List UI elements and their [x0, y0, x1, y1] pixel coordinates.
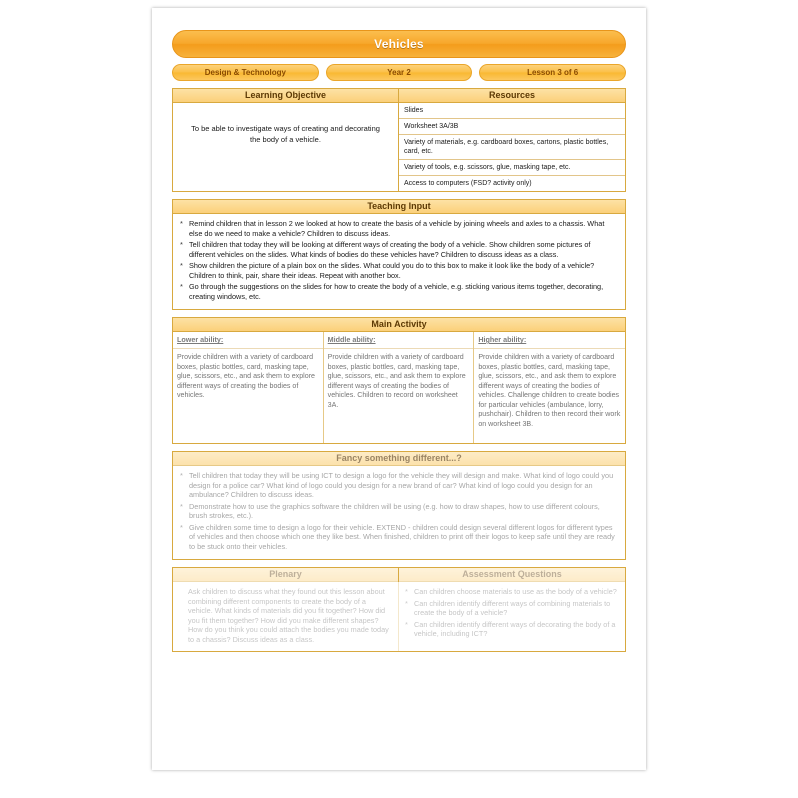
meta-pill-row [172, 64, 626, 81]
assessment-text: Can children choose materials to use as the body of a vehicle? [414, 587, 617, 596]
list-item [179, 587, 392, 644]
objective-resources-block [172, 88, 626, 192]
resources-cell [399, 103, 625, 191]
list-item [180, 471, 618, 500]
assessment-cell [399, 582, 625, 651]
year-label: Year 2 [387, 68, 411, 77]
assessment-text: Can children identify different ways of combining materials to create the body of a vehicle? [414, 598, 611, 617]
list-item [180, 219, 618, 238]
learning-objective-header: Learning Objective [173, 89, 398, 103]
lower-ability-text: Provide children with a variety of cardboard boxes, plastic bottles, card, masking tape, glue, scissors, etc., and ask them to explore different ways of creating the bodies of vehicles. [177, 353, 315, 399]
bullet-marker-icon: * [405, 619, 408, 629]
resource-item: Variety of tools, e.g. scissors, glue, masking tape, etc. [399, 160, 625, 176]
main-activity-columns [173, 332, 625, 443]
lesson-pill [479, 64, 626, 81]
resource-item: Access to computers (FSD? activity only) [404, 180, 532, 187]
bullet-marker-icon: * [180, 240, 183, 249]
list-item [405, 599, 619, 618]
lesson-plan-sheet [172, 30, 626, 730]
main-activity-column-lower [173, 332, 324, 443]
main-activity-header: Main Activity [173, 318, 625, 332]
teaching-input-text: Show children the picture of a plain box on the slides. What could you do to this box to make it look like the body of a vehicle? Children to think, pair, share their ideas. Repeat with another box. [189, 261, 595, 280]
page-title: Vehicles [374, 37, 424, 51]
plenary-assessment-headers [173, 568, 625, 582]
bullet-marker-icon: * [180, 282, 183, 291]
objective-header-cell [173, 89, 399, 103]
year-pill [326, 64, 473, 81]
fancy-text: Tell children that today they will be using ICT to design a logo for the vehicle they will design and make. What kind of logo could you design for a police car? What kind of logo could you design for a new brand of car? What kind of logo could you design for an ambulance? Children to discuss ideas. [189, 471, 614, 499]
resource-item: Variety of materials, e.g. cardboard boxes, cartons, plastic bottles, card, etc. [399, 135, 625, 160]
assessment-list [399, 582, 625, 646]
teaching-input-text: Go through the suggestions on the slides for how to create the body of a vehicle, e.g. sticking various items together, decorating, creating windows, etc. [189, 282, 604, 301]
document-page [152, 8, 646, 770]
fancy-header: Fancy something different...? [173, 452, 625, 466]
bullet-marker-icon: * [405, 587, 408, 596]
plenary-cell [173, 582, 399, 651]
document-title-banner [172, 30, 626, 58]
assessment-header-cell [399, 568, 625, 582]
bullet-marker-icon: * [180, 219, 183, 228]
bullet-marker-icon: * [180, 471, 183, 480]
resources-header-cell [399, 89, 625, 103]
list-item [180, 240, 618, 259]
teaching-input-text: Tell children that today they will be looking at different ways of creating the body of a vehicle. Show children some pictures of different vehicles on the slides. What kinds of bodies do these vehicles have? Children to discuss ideas as a class. [189, 240, 591, 259]
plenary-header-cell [173, 568, 399, 582]
objective-resources-headers [173, 89, 625, 103]
objective-resources-body [173, 103, 625, 191]
resource-item: Slides [399, 103, 625, 119]
learning-objective-cell [173, 103, 399, 191]
subject-pill [172, 64, 319, 81]
higher-ability-text: Provide children with a variety of cardboard boxes, plastic bottles, card, masking tape, glue, scissors, etc., and ask them to explore different ways of creating the bodies of vehicles. Challenge children to create bodies for particular vehicles (ambulance, lorry, pushchair). Children to then record their work on worksheet 3B. [478, 353, 621, 428]
teaching-input-list [173, 214, 625, 309]
list-item [180, 261, 618, 280]
middle-ability-text: Provide children with a variety of cardboard boxes, plastic bottles, card, masking tape, glue, scissors, etc., and ask them to explore different ways of creating the bodies of vehicles. Children to record on worksheet 3A. [327, 353, 466, 409]
lesson-label: Lesson 3 of 6 [527, 68, 579, 77]
teaching-input-header: Teaching Input [173, 200, 625, 214]
bullet-marker-icon: * [180, 522, 183, 532]
fancy-block [172, 451, 626, 560]
bullet-marker-icon: * [405, 598, 408, 608]
plenary-list [173, 582, 398, 651]
list-item [180, 282, 618, 301]
subject-label: Design & Technology [204, 68, 286, 77]
bullet-marker-icon: * [180, 501, 183, 511]
middle-ability-label: Middle ability: [324, 332, 474, 349]
learning-objective-text: To be able to investigate ways of creating and decorating the body of a vehicle. [191, 124, 380, 144]
plenary-text: Ask children to discuss what they found out this lesson about combining different components to create the body of a vehicle. What kinds of materials did you fit together? How did you fit them together? How did you make different shapes? How do you think you could attach the bodies you made today to a chassis? Discuss ideas as a class. [188, 587, 389, 644]
list-item [180, 523, 618, 552]
list-item [405, 587, 619, 597]
list-item [405, 620, 619, 639]
main-activity-column-higher [474, 332, 625, 443]
higher-ability-label: Higher ability: [474, 332, 625, 349]
teaching-input-block [172, 199, 626, 310]
lower-ability-label: Lower ability: [173, 332, 323, 349]
teaching-input-text: Remind children that in lesson 2 we looked at how to create the basis of a vehicle by joining wheels and axles to a chassis. What else do we need to make a vehicle? Children to discuss ideas. [189, 219, 605, 238]
fancy-text: Demonstrate how to use the graphics software the children will be using (e.g. how to draw shapes, how to use different colours, brush strokes, etc.). [189, 501, 600, 520]
assessment-text: Can children identify different ways of decorating the body of a vehicle, including ICT? [414, 619, 616, 638]
plenary-assessment-block [172, 567, 626, 652]
assessment-header: Assessment Questions [399, 568, 625, 582]
bullet-marker-icon [179, 587, 188, 644]
main-activity-block [172, 317, 626, 444]
list-item [180, 502, 618, 521]
fancy-text: Give children some time to design a logo for their vehicle. EXTEND - children could design several different logos for different types of vehicles and then choose which one they like best. When finished, children to print off their logos to keep safe until they are ready to be stuck onto their vehicles. [189, 522, 615, 551]
main-activity-column-middle [324, 332, 475, 443]
resource-item: Worksheet 3A/3B [399, 119, 625, 135]
plenary-assessment-body [173, 582, 625, 651]
plenary-header: Plenary [173, 568, 398, 582]
fancy-list [173, 466, 625, 559]
resources-header: Resources [399, 89, 625, 103]
bullet-marker-icon: * [180, 261, 183, 270]
